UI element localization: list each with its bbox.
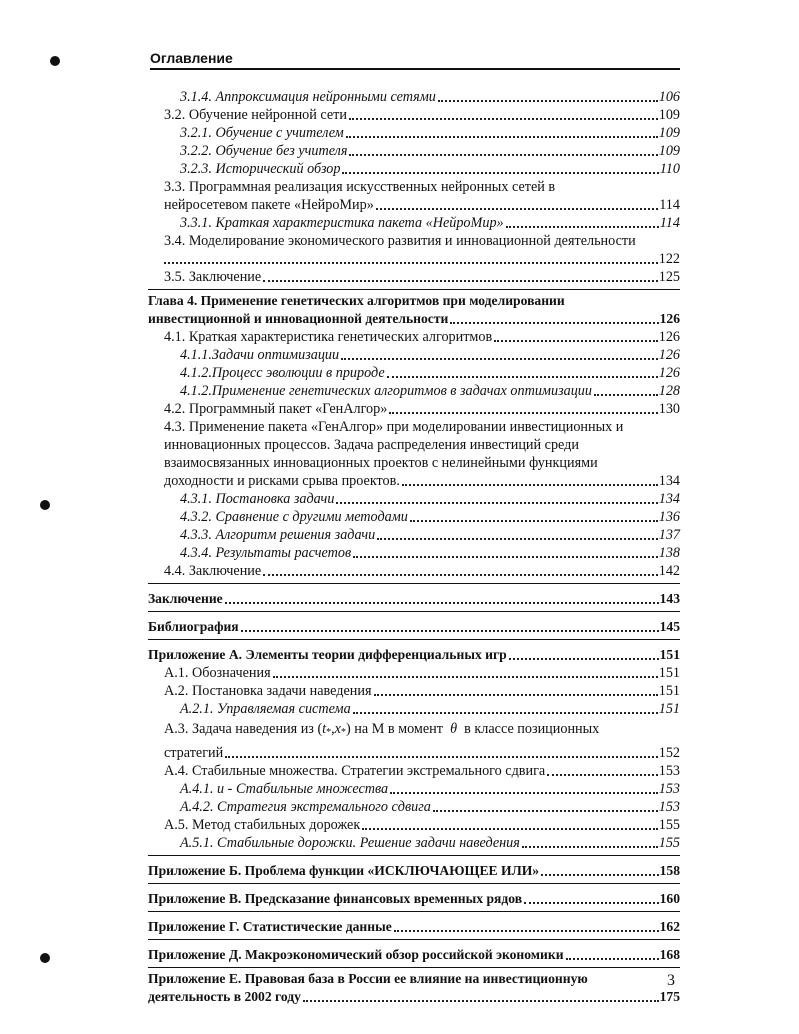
page-ref: 143 bbox=[659, 591, 680, 606]
toc-entry[interactable]: 4.3. Применение пакета «ГенАлгор» при моделировании инвестиционных и инновационных процессов. Задача распределения инвестиций среди взаимосвязанных инновационных проектов с нелинейными функциями доходности и рисками срыва проектов. 134 bbox=[164, 419, 680, 489]
toc-entry[interactable]: А.5. Метод стабильных дорожек 155 bbox=[164, 817, 680, 833]
page-ref: 109 bbox=[658, 107, 680, 123]
page-ref: 109 bbox=[658, 143, 680, 159]
page-ref: 125 bbox=[658, 269, 680, 285]
page-ref: 137 bbox=[658, 527, 680, 543]
toc-entry[interactable]: 3.1.4. Аппроксимация нейронными сетями 106 bbox=[180, 89, 680, 105]
page-ref: 152 bbox=[658, 745, 680, 761]
page-ref: 151 bbox=[658, 683, 680, 699]
page-ref: 155 bbox=[658, 835, 680, 851]
page-ref: 153 bbox=[658, 763, 680, 779]
page-ref: 106 bbox=[658, 89, 680, 105]
toc-entry[interactable]: 3.4. Моделирование экономического развития и инновационной деятельности 122 bbox=[164, 233, 680, 267]
toc-entry[interactable]: 4.1.2.Применение генетических алгоритмов в задачах оптимизации 128 bbox=[180, 383, 680, 399]
toc-entry[interactable]: 3.2.2. Обучение без учителя 109 bbox=[180, 143, 680, 159]
toc-chapter[interactable]: Приложение Г. Статистические данные 162 bbox=[148, 911, 680, 936]
page-number: 3 bbox=[667, 972, 675, 989]
toc-entry[interactable]: 4.4. Заключение 142 bbox=[164, 563, 680, 579]
toc-entry[interactable]: 3.3. Программная реализация искусственных нейронных сетей в нейросетевом пакете «НейроМир» 114 bbox=[164, 179, 680, 213]
page-ref: 136 bbox=[658, 509, 680, 525]
toc-entry[interactable]: 4.3.2. Сравнение с другими методами 136 bbox=[180, 509, 680, 525]
page-ref: 122 bbox=[658, 251, 680, 267]
page-ref: 134 bbox=[658, 491, 680, 507]
toc-entry[interactable]: 4.3.1. Постановка задачи 134 bbox=[180, 491, 680, 507]
toc-entry[interactable]: А.2.1. Управляемая система 151 bbox=[180, 701, 680, 717]
page-ref: 126 bbox=[658, 347, 680, 363]
toc-entry[interactable]: 3.3.1. Краткая характеристика пакета «НейроМир» 114 bbox=[180, 215, 680, 231]
toc-entry[interactable]: А.4.2. Стратегия экстремального сдвига 153 bbox=[180, 799, 680, 815]
page-ref: 151 bbox=[658, 665, 680, 681]
toc-entry[interactable]: А.5.1. Стабильные дорожки. Решение задачи наведения 155 bbox=[180, 835, 680, 851]
toc-entry[interactable]: 4.1.1.Задачи оптимизации 126 bbox=[180, 347, 680, 363]
toc-chapter[interactable]: Приложение Е. Правовая база в России ее влияние на инвестиционную деятельность в 2002 году 175 bbox=[148, 967, 680, 1006]
page-ref: 138 bbox=[658, 545, 680, 561]
page-ref: 128 bbox=[658, 383, 680, 399]
binding-hole-mark bbox=[40, 500, 50, 510]
page-ref: 162 bbox=[659, 919, 680, 934]
toc-chapter[interactable]: Заключение 143 bbox=[148, 583, 680, 608]
toc-entry[interactable]: А.2. Постановка задачи наведения 151 bbox=[164, 683, 680, 699]
binding-hole-mark bbox=[40, 953, 50, 963]
page-ref: 168 bbox=[659, 947, 680, 962]
page-ref: 114 bbox=[659, 215, 680, 231]
page-ref: 175 bbox=[659, 989, 680, 1004]
toc-chapter[interactable]: Приложение Б. Проблема функции «ИСКЛЮЧАЮЩЕЕ ИЛИ» 158 bbox=[148, 855, 680, 880]
page-ref: 109 bbox=[658, 125, 680, 141]
toc-entry[interactable]: 4.3.3. Алгоритм решения задачи 137 bbox=[180, 527, 680, 543]
toc-entry[interactable]: А.4.1. u - Стабильные множества 153 bbox=[180, 781, 680, 797]
page-ref: 151 bbox=[658, 701, 680, 717]
toc-chapter[interactable]: Приложение А. Элементы теории дифференциальных игр 151 bbox=[148, 639, 680, 664]
page-header-title: Оглавление bbox=[150, 50, 233, 66]
page-ref: 126 bbox=[659, 311, 680, 326]
toc-entry[interactable]: 4.2. Программный пакет «ГенАлгор» 130 bbox=[164, 401, 680, 417]
toc-entry[interactable]: А.4. Стабильные множества. Стратегии экстремального сдвига 153 bbox=[164, 763, 680, 779]
toc-chapter[interactable]: Библиография 145 bbox=[148, 611, 680, 636]
toc-entry[interactable]: 4.3.4. Результаты расчетов 138 bbox=[180, 545, 680, 561]
page-ref: 153 bbox=[658, 799, 680, 815]
page-ref: 151 bbox=[659, 647, 680, 662]
toc-entry[interactable]: 3.2. Обучение нейронной сети 109 bbox=[164, 107, 680, 123]
toc-entry[interactable]: А.1. Обозначения 151 bbox=[164, 665, 680, 681]
toc-chapter[interactable]: Приложение Д. Макроэкономический обзор российской экономики 168 bbox=[148, 939, 680, 964]
page-header bbox=[150, 50, 680, 70]
toc-chapter[interactable]: Глава 4. Применение генетических алгоритмов при моделировании инвестиционной и инновационной деятельности 126 bbox=[148, 289, 680, 328]
toc-entry[interactable]: 3.5. Заключение 125 bbox=[164, 269, 680, 285]
page-ref: 160 bbox=[659, 891, 680, 906]
toc-entry[interactable]: 3.2.1. Обучение с учителем 109 bbox=[180, 125, 680, 141]
page-ref: 114 bbox=[659, 197, 680, 213]
page-ref: 134 bbox=[658, 473, 680, 489]
page-ref: 155 bbox=[658, 817, 680, 833]
table-of-contents bbox=[148, 88, 680, 1006]
binding-hole-mark bbox=[50, 56, 60, 66]
page-ref: 126 bbox=[658, 329, 680, 345]
page-ref: 158 bbox=[659, 863, 680, 878]
toc-entry[interactable]: 4.1. Краткая характеристика генетических алгоритмов 126 bbox=[164, 329, 680, 345]
page-ref: 130 bbox=[658, 401, 680, 417]
page-ref: 126 bbox=[658, 365, 680, 381]
toc-chapter[interactable]: Приложение В. Предсказание финансовых временных рядов 160 bbox=[148, 883, 680, 908]
page-ref: 153 bbox=[658, 781, 680, 797]
page-ref: 142 bbox=[658, 563, 680, 579]
toc-entry[interactable]: 3.2.3. Исторический обзор 110 bbox=[180, 161, 680, 177]
page-ref: 110 bbox=[659, 161, 680, 177]
toc-entry[interactable]: 4.1.2.Процесс эволюции в природе 126 bbox=[180, 365, 680, 381]
page-ref: 145 bbox=[659, 619, 680, 634]
toc-entry[interactable]: А.3. Задача наведения из $(t_*,x_*)$ на М в момент θ в классе позиционных стратегий 152 bbox=[164, 721, 680, 761]
